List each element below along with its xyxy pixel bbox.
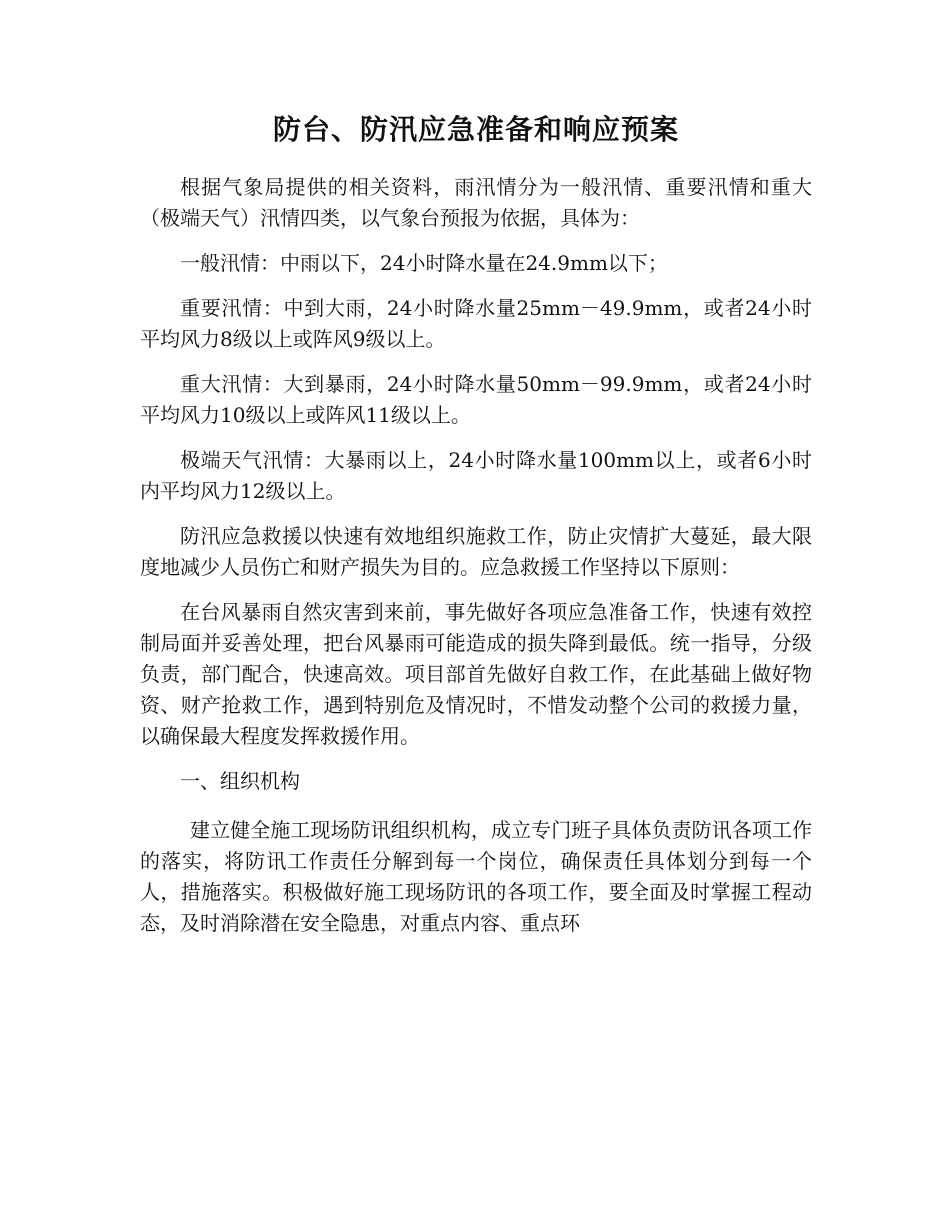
major-flood-paragraph: 重大汛情：大到暴雨，24小时降水量50mm－99.9mm，或者24小时平均风力10级以上或阵风11级以上。 xyxy=(140,372,812,427)
organization-paragraph: 建立健全施工现场防讯组织机构，成立专门班子具体负责防讯各项工作的落实，将防讯工作责任分解到每一个岗位，确保责任具体划分到每一个人，措施落实。积极做好施工现场防讯的各项工作，要全面及时掌握工程动态，及时消除潜在安全隐患，对重点内容、重点环 xyxy=(140,818,812,935)
intro-paragraph: 根据气象局提供的相关资料，雨汛情分为一般汛情、重要汛情和重大（极端天气）汛情四类，以气象台预报为依据，具体为： xyxy=(140,175,812,230)
section-heading-organization: 一、组织机构 xyxy=(180,769,300,793)
important-flood-paragraph: 重要汛情：中到大雨，24小时降水量25mm－49.9mm，或者24小时平均风力8级以上或阵风9级以上。 xyxy=(140,296,812,351)
extreme-weather-paragraph: 极端天气汛情：大暴雨以上，24小时降水量100mm以上，或者6小时内平均风力12级以上。 xyxy=(140,448,812,503)
rescue-goal-paragraph: 防汛应急救援以快速有效地组织施救工作，防止灾情扩大蔓延，最大限度地减少人员伤亡和财产损失为目的。应急救援工作坚持以下原则： xyxy=(140,524,812,579)
document-title: 防台、防汛应急准备和响应预案 xyxy=(272,113,679,146)
general-flood-paragraph: 一般汛情：中雨以下，24小时降水量在24.9mm以下； xyxy=(180,251,668,275)
rescue-principles-paragraph: 在台风暴雨自然灾害到来前，事先做好各项应急准备工作，快速有效控制局面并妥善处理，把台风暴雨可能造成的损失降到最低。统一指导，分级负责，部门配合，快速高效。项目部首先做好自救工作，在此基础上做好物资、财产抢救工作，遇到特别危及情况时，不惜发动整个公司的救援力量，以确保最大程度发挥救援作用。 xyxy=(140,600,812,748)
document-page xyxy=(140,108,812,953)
